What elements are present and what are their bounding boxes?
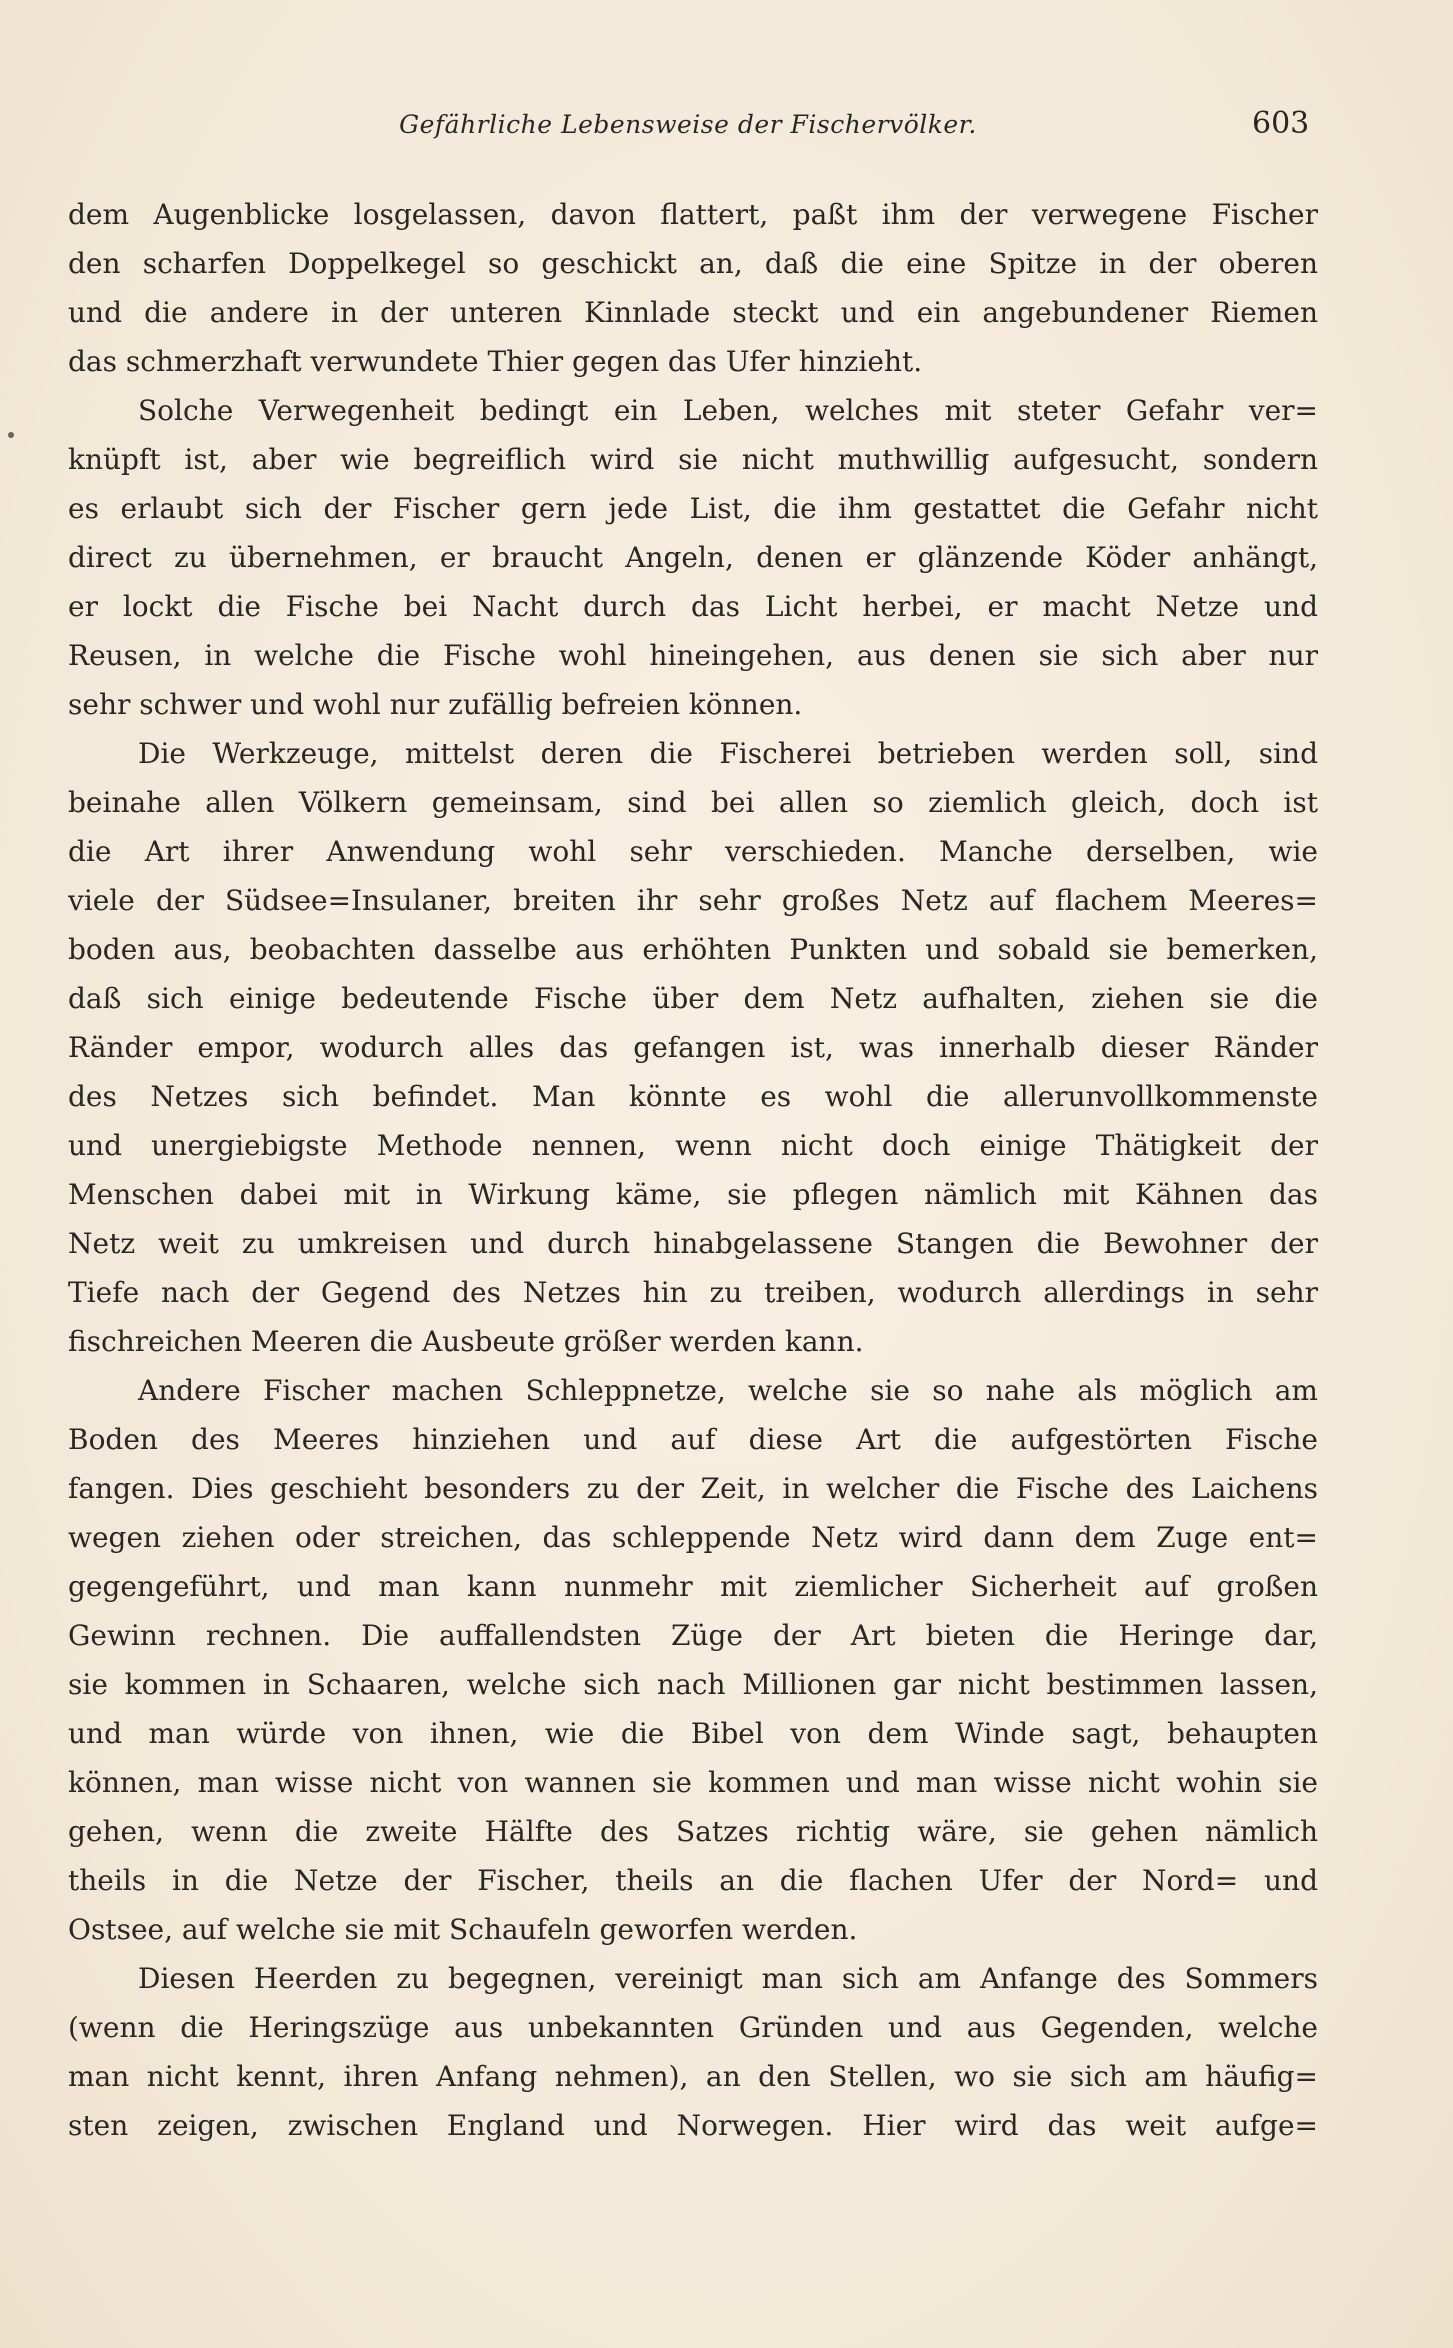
text-line: Tiefe nach der Gegend des Netzes hin zu treiben, wodurch allerdings in sehr (68, 1276, 1318, 1309)
margin-mark (8, 432, 14, 438)
text-line: daß sich einige bedeutende Fische über dem Netz aufhalten, ziehen sie die (68, 982, 1318, 1015)
text-line: theils in die Netze der Fischer, theils an die flachen Ufer der Nord= und (68, 1864, 1318, 1897)
text-line: und man würde von ihnen, wie die Bibel von dem Winde sagt, behaupten (68, 1717, 1318, 1750)
text-line: Ostsee, auf welche sie mit Schaufeln geworfen werden. (68, 1913, 858, 1946)
text-line: Reusen, in welche die Fische wohl hineingehen, aus denen sie sich aber nur (68, 639, 1318, 672)
text-line: Menschen dabei mit in Wirkung käme, sie pflegen nämlich mit Kähnen das (68, 1178, 1318, 1211)
text-line: fischreichen Meeren die Ausbeute größer werden kann. (68, 1325, 864, 1358)
text-line: es erlaubt sich der Fischer gern jede List, die ihm gestattet die Gefahr nicht (68, 492, 1318, 525)
text-line: direct zu übernehmen, er braucht Angeln, denen er glänzende Köder anhängt, (68, 541, 1318, 574)
text-line: Andere Fischer machen Schleppnetze, welche sie so nahe als möglich am (138, 1374, 1318, 1407)
text-line: gehen, wenn die zweite Hälfte des Satzes richtig wäre, sie gehen nämlich (68, 1815, 1318, 1848)
text-line: Ränder empor, wodurch alles das gefangen ist, was innerhalb dieser Ränder (68, 1031, 1318, 1064)
text-line: er lockt die Fische bei Nacht durch das Licht herbei, er macht Netze und (68, 590, 1318, 623)
page-number: 603 (1252, 106, 1310, 141)
running-title: Gefährliche Lebensweise der Fischervölker. (399, 110, 977, 139)
text-line: Boden des Meeres hinziehen und auf diese Art die aufgestörten Fische (68, 1423, 1318, 1456)
text-line: viele der Südsee=Insulaner, breiten ihr sehr großes Netz auf flachem Meeres= (68, 884, 1318, 917)
text-line: des Netzes sich befindet. Man könnte es wohl die allerunvollkommenste (68, 1080, 1318, 1113)
body-text (68, 190, 1318, 2150)
text-line: und die andere in der unteren Kinnlade steckt und ein angebundener Riemen (68, 296, 1318, 329)
text-line: Diesen Heerden zu begegnen, vereinigt man sich am Anfange des Sommers (138, 1962, 1318, 1995)
text-line: beinahe allen Völkern gemeinsam, sind bei allen so ziemlich gleich, doch ist (68, 786, 1318, 819)
text-line: Netz weit zu umkreisen und durch hinabgelassene Stangen die Bewohner der (68, 1227, 1318, 1260)
text-line: boden aus, beobachten dasselbe aus erhöhten Punkten und sobald sie bemerken, (68, 933, 1318, 966)
text-line: dem Augenblicke losgelassen, davon flattert, paßt ihm der verwegene Fischer (68, 198, 1318, 231)
text-line: Gewinn rechnen. Die auffallendsten Züge der Art bieten die Heringe dar, (68, 1619, 1318, 1652)
text-line: fangen. Dies geschieht besonders zu der Zeit, in welcher die Fische des Laichens (68, 1472, 1318, 1505)
text-line: sten zeigen, zwischen England und Norwegen. Hier wird das weit aufge= (68, 2109, 1318, 2142)
text-line: Die Werkzeuge, mittelst deren die Fischerei betrieben werden soll, sind (138, 737, 1318, 770)
text-line: gegengeführt, und man kann nunmehr mit ziemlicher Sicherheit auf großen (68, 1570, 1318, 1603)
text-line: knüpft ist, aber wie begreiflich wird sie nicht muthwillig aufgesucht, sondern (68, 443, 1318, 476)
text-line: wegen ziehen oder streichen, das schleppende Netz wird dann dem Zuge ent= (68, 1521, 1318, 1554)
text-line: den scharfen Doppelkegel so geschickt an, daß die eine Spitze in der oberen (68, 247, 1318, 280)
text-line: sehr schwer und wohl nur zufällig befreien können. (68, 688, 803, 721)
text-line: können, man wisse nicht von wannen sie kommen und man wisse nicht wohin sie (68, 1766, 1318, 1799)
text-line: und unergiebigste Methode nennen, wenn nicht doch einige Thätigkeit der (68, 1129, 1318, 1162)
text-line: die Art ihrer Anwendung wohl sehr verschieden. Manche derselben, wie (68, 835, 1318, 868)
text-line: (wenn die Heringszüge aus unbekannten Gründen und aus Gegenden, welche (68, 2011, 1318, 2044)
text-line: man nicht kennt, ihren Anfang nehmen), an den Stellen, wo sie sich am häufig= (68, 2060, 1318, 2093)
text-line: sie kommen in Schaaren, welche sich nach Millionen gar nicht bestimmen lassen, (68, 1668, 1318, 1701)
text-line: das schmerzhaft verwundete Thier gegen das Ufer hinzieht. (68, 345, 923, 378)
text-line: Solche Verwegenheit bedingt ein Leben, welches mit steter Gefahr ver= (138, 394, 1318, 427)
